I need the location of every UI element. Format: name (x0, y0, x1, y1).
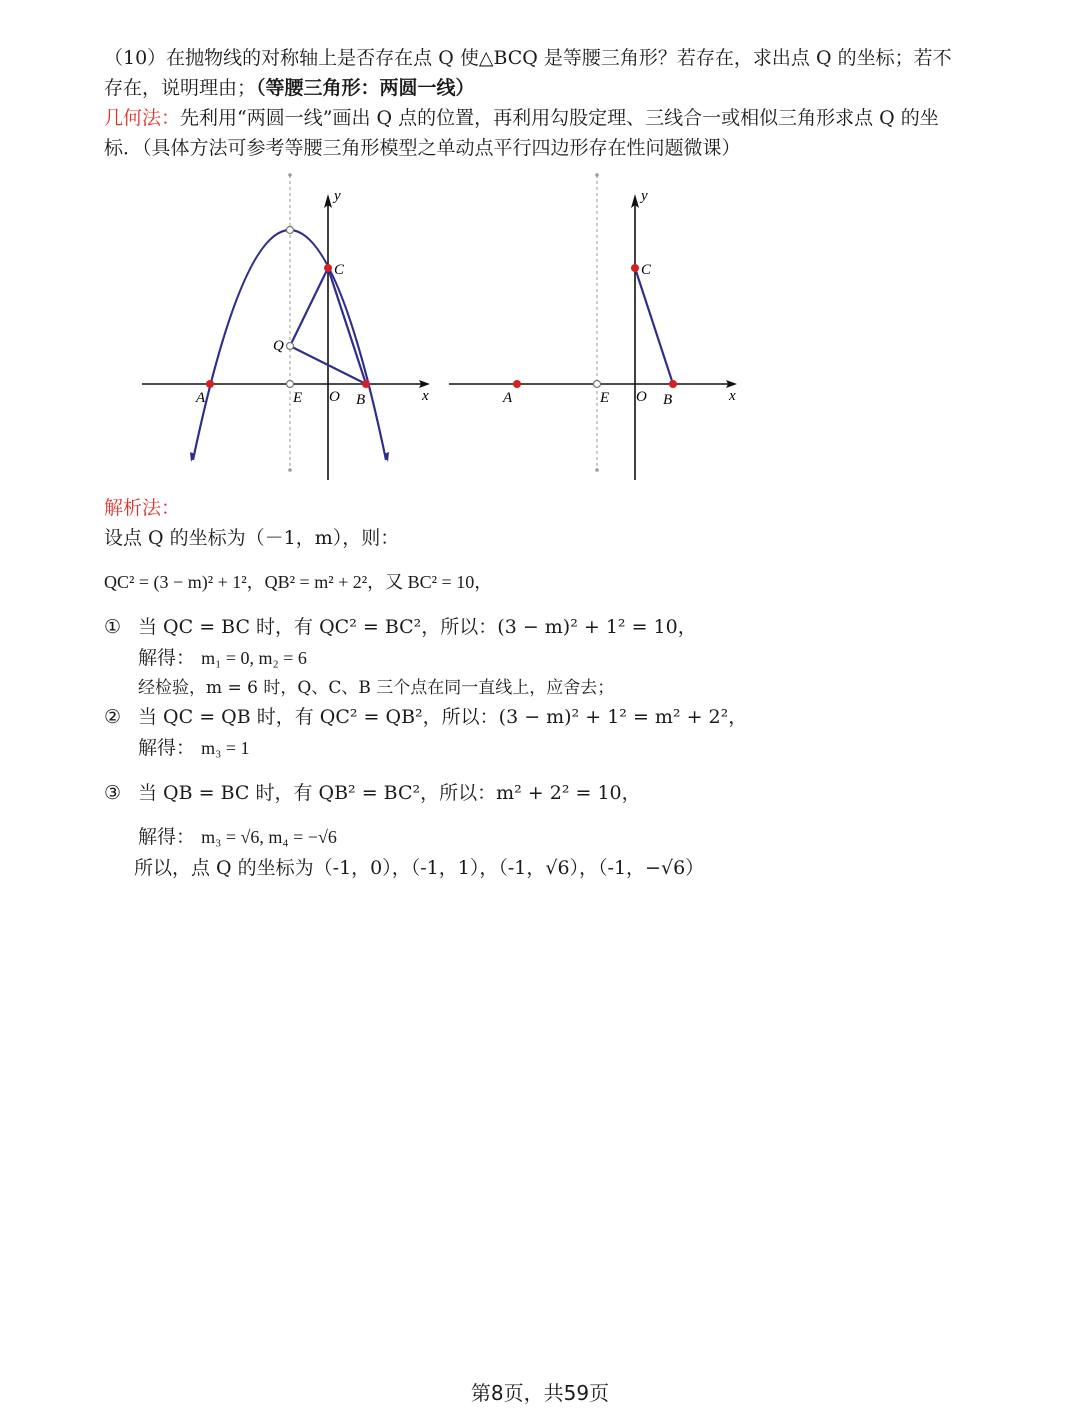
case-1-marker: ① (104, 616, 122, 638)
label-b: B (663, 392, 673, 408)
problem-hint: （等腰三角形：两圆一线） (256, 77, 475, 99)
point-e (287, 381, 294, 388)
label-a: A (196, 390, 206, 406)
symmetry-axis-top-end (595, 173, 599, 177)
figure-parabola-with-q (138, 170, 438, 485)
geometry-method-label: 几何法： (104, 107, 181, 129)
label-e: E (600, 390, 610, 406)
case-3-solve: m₃ = √6, m₄ = −√6 (201, 827, 337, 847)
case-1-solve-line (138, 643, 307, 673)
point-b (669, 380, 677, 388)
case-1-solve: m₁ = 0, m₂ = 6 (201, 648, 307, 668)
point-a (513, 380, 521, 388)
case-2-text: 当 QC = QB 时，有 QC² = QB²，所以：(3 − m)² + 1² = m² + 2²， (138, 706, 748, 728)
analysis-formula-1: QC² = (3 − m)² + 1²，QB² = m² + 2²，又 BC² = 10， (104, 572, 493, 592)
vertex-point (287, 227, 294, 234)
label-a: A (503, 390, 513, 406)
case-2-solve-label: 解得： (138, 737, 196, 759)
label-y: y (334, 188, 341, 204)
symmetry-axis-top-end (288, 173, 292, 177)
case-3-solve-label: 解得： (138, 826, 196, 848)
case-3-solve-line (138, 822, 337, 852)
label-b: B (356, 392, 366, 408)
problem-line-1: （10）在抛物线的对称轴上是否存在点 Q 使△BCQ 是等腰三角形？若存在，求出点 Q 的坐标；若不 (104, 47, 952, 69)
geometry-method-text-1: 先利用“两圆一线”画出 Q 点的位置，再利用勾股定理、三线合一或相似三角形求点 Q 的坐 (180, 107, 939, 129)
conclusion: 所以，点 Q 的坐标为（-1，0），（-1，1），（-1，√6），（-1，−√6） (134, 857, 705, 879)
label-e: E (293, 390, 303, 406)
point-c (324, 264, 332, 272)
analysis-label: 解析法： (104, 497, 181, 519)
segment-bc (635, 268, 673, 384)
symmetry-axis-bottom-end (288, 468, 292, 472)
label-q: Q (273, 338, 284, 354)
point-a (206, 380, 214, 388)
case-1-line (104, 612, 697, 642)
point-e (594, 381, 601, 388)
point-b (362, 380, 370, 388)
geometry-method-line-2: 标．（具体方法可参考等腰三角形模型之单动点平行四边形存在性问题微课） (104, 137, 741, 159)
case-3-text: 当 QB = BC 时，有 QB² = BC²，所以：m² + 2² = 10， (138, 782, 641, 804)
case-2-solve-line (138, 733, 250, 763)
label-x: x (729, 388, 736, 404)
problem-line-2 (104, 73, 475, 103)
case-2-marker: ② (104, 706, 122, 728)
page-footer: 第8页，共59页 (470, 1381, 610, 1405)
analysis-intro: 设点 Q 的坐标为（－1，m），则： (104, 527, 400, 549)
symmetry-axis-bottom-end (595, 468, 599, 472)
label-c: C (334, 262, 345, 278)
geometry-method-line-1 (104, 103, 939, 133)
case-1-check: 经检验，m = 6 时，Q、C、B 三个点在同一直线上，应舍去； (138, 678, 615, 698)
problem-line-2-text: 存在，说明理由； (104, 77, 257, 99)
label-y: y (641, 188, 648, 204)
figure-axes-with-bc (445, 170, 745, 485)
case-2-line (104, 702, 747, 732)
point-c (631, 264, 639, 272)
case-2-solve: m₃ = 1 (201, 738, 250, 758)
case-3-line (104, 778, 641, 808)
point-q (287, 343, 294, 350)
label-c: C (641, 262, 652, 278)
case-1-solve-label: 解得： (138, 647, 196, 669)
label-x: x (422, 388, 429, 404)
case-1-text: 当 QC = BC 时，有 QC² = BC²，所以：(3 − m)² + 1² = 10， (138, 616, 697, 638)
label-o: O (329, 389, 340, 405)
label-o: O (636, 389, 647, 405)
case-3-marker: ③ (104, 782, 122, 804)
